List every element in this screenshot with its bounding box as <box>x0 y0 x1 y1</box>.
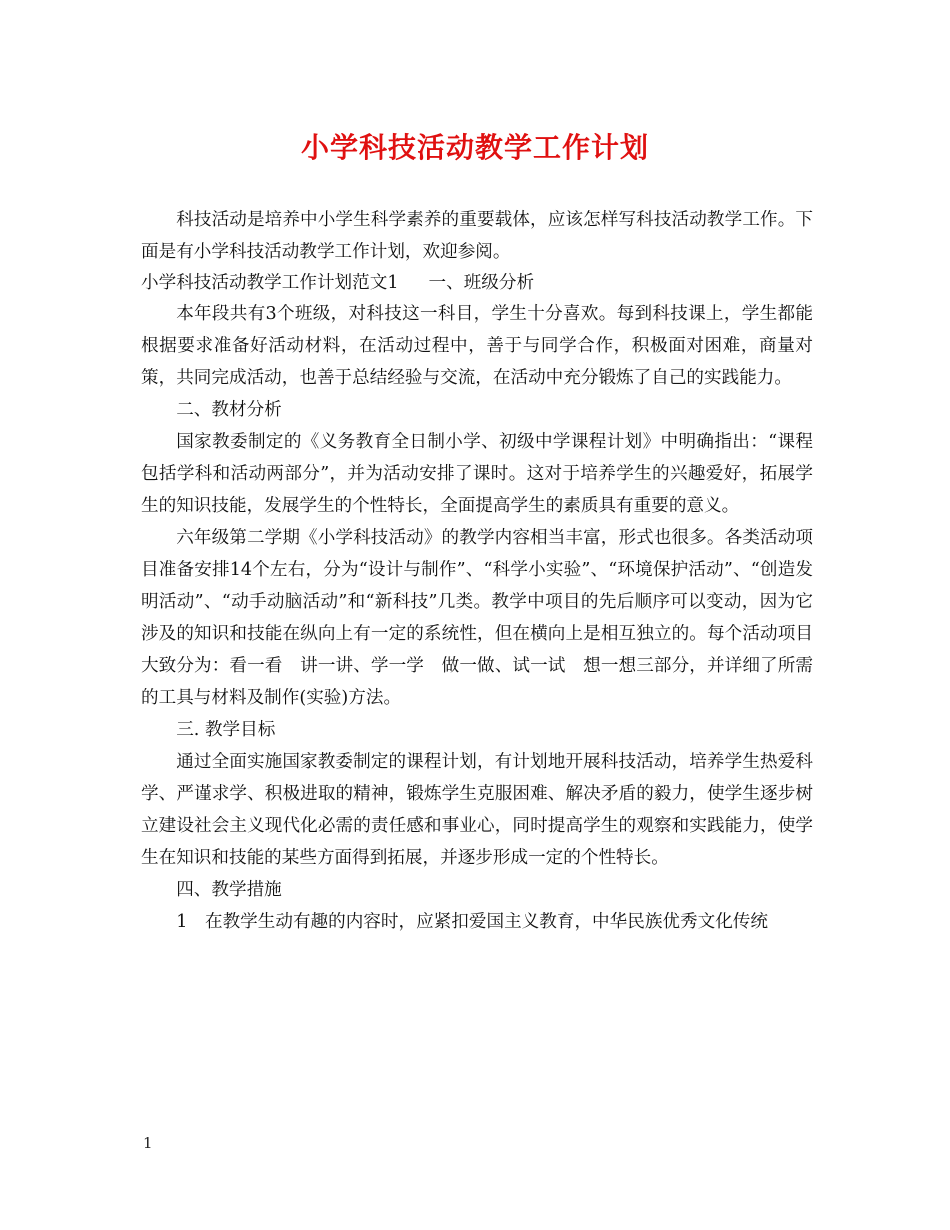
paragraph-material-analysis-2: 六年级第二学期《小学科技活动》的教学内容相当丰富，形式也很多。各类活动项目准备安排14个左右，分为“设计与制作”、“科学小实验”、“环境保护活动”、“创造发明活动”、“动手动脑活动”和“新科技”几类。教学中项目的先后顺序可以变动，因为它涉及的知识和技能在纵向上有一定的系统性，但在横向上是相互独立的。每个活动项目大致分为：看一看 讲一讲、学一学 做一做、试一试 想一想三部分，并详细了所需的工具与材料及制作(实验)方法。 <box>141 528 813 708</box>
section-heading-teaching-goals: 三. 教学目标 <box>176 720 276 740</box>
document-title: 小学科技活动教学工作计划 <box>300 131 649 164</box>
section-heading-class-analysis: 一、班级分析 <box>428 273 535 293</box>
intro-paragraph: 科技活动是培养中小学生科学素养的重要载体，应该怎样写科技活动教学工作。下面是有小学科技活动教学工作计划，欢迎参阅。 <box>141 210 813 262</box>
section-heading-material-analysis: 二、教材分析 <box>176 400 282 420</box>
paragraph-material-analysis-1: 国家教委制定的《义务教育全日制小学、初级中学课程计划》中明确指出：“课程包括学科和活动两部分”，并为活动安排了课时。这对于培养学生的兴趣爱好，拓展学生的知识技能，发展学生的个性特长，全面提高学生的素质具有重要的意义。 <box>141 432 813 516</box>
paragraph-class-analysis: 本年段共有3个班级，对科技这一科目，学生十分喜欢。每到科技课上，学生都能根据要求准备好活动材料，在活动过程中，善于与同学合作，积极面对困难，商量对策，共同完成活动，也善于总结经验与交流，在活动中充分锻炼了自己的实践能力。 <box>141 304 813 388</box>
document-body <box>141 204 813 938</box>
sample-heading-line <box>141 268 813 298</box>
page-number: 1 <box>143 1134 153 1152</box>
section-heading-teaching-measures: 四、教学措施 <box>176 880 282 900</box>
paragraph-teaching-goals: 通过全面实施国家教委制定的课程计划，有计划地开展科技活动，培养学生热爱科学、严谨求学、积极进取的精神，锻炼学生克服困难、解决矛盾的毅力，使学生逐步树立建设社会主义现代化必需的责任感和事业心，同时提高学生的观察和实践能力，使学生在知识和技能的某些方面得到拓展，并逐步形成一定的个性特长。 <box>141 752 813 868</box>
paragraph-teaching-measures-1: 1 在教学生动有趣的内容时，应紧扣爱国主义教育，中华民族优秀文化传统 <box>176 912 768 932</box>
sample-title: 小学科技活动教学工作计划范文1 <box>141 273 399 293</box>
